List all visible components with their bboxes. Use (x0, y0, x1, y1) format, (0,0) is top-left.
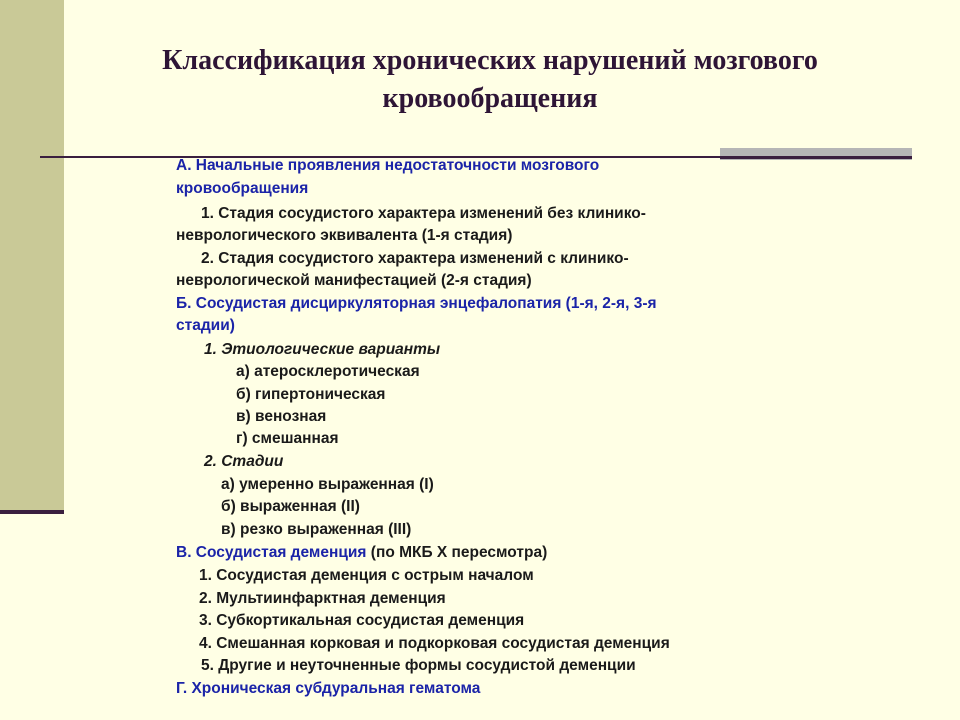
title-line-2: кровообращения (382, 83, 598, 114)
section-a-item-2-line-2: неврологической манифестацией (2-я стадия) (176, 272, 532, 289)
list-item: 4. Смешанная корковая и подкорковая сосудистая деменция (199, 635, 670, 652)
section-v-heading (176, 543, 547, 563)
section-g-heading: Г. Хроническая субдуральная гематома (176, 680, 481, 697)
section-b-heading-line-1: Б. Сосудистая дисциркуляторная энцефалопатия (1-я, 2-я, 3-я (176, 295, 657, 312)
section-a-item-2-line-1: 2. Стадия сосудистого характера изменений с клинико- (201, 250, 629, 267)
section-a-heading-line-1: А. Начальные проявления недостаточности мозгового (176, 157, 600, 174)
section-b-subheading-etiology: 1. Этиологические варианты (204, 341, 441, 358)
list-item: 5. Другие и неуточненные формы сосудистой деменции (201, 657, 636, 674)
section-a-item-1-line-1: 1. Стадия сосудистого характера изменений без клинико- (201, 205, 646, 222)
section-b-heading-line-2: стадии) (176, 317, 235, 334)
title-line-1: Классификация хронических нарушений мозгового (162, 45, 818, 76)
list-item: б) выраженная (II) (221, 498, 360, 515)
section-a-item-1-line-2: неврологического эквивалента (1-я стадия) (176, 227, 513, 244)
list-item: г) смешанная (236, 430, 339, 447)
list-item: б) гипертоническая (236, 386, 386, 403)
section-b-subheading-stages: 2. Стадии (204, 453, 284, 470)
list-item: а) атеросклеротическая (236, 363, 420, 380)
list-item: а) умеренно выраженная (I) (221, 476, 434, 493)
list-item: 1. Сосудистая деменция с острым началом (199, 567, 534, 584)
section-a-heading-line-2: кровообращения (176, 180, 309, 197)
list-item: в) венозная (236, 408, 327, 425)
list-item: в) резко выраженная (III) (221, 521, 412, 538)
section-v-heading-note: (по МКБ X пересмотра) (366, 544, 548, 561)
list-item: 3. Субкортикальная сосудистая деменция (199, 612, 525, 629)
list-item: 2. Мультиинфарктная деменция (199, 590, 446, 607)
section-v-heading-title: В. Сосудистая деменция (176, 544, 367, 561)
